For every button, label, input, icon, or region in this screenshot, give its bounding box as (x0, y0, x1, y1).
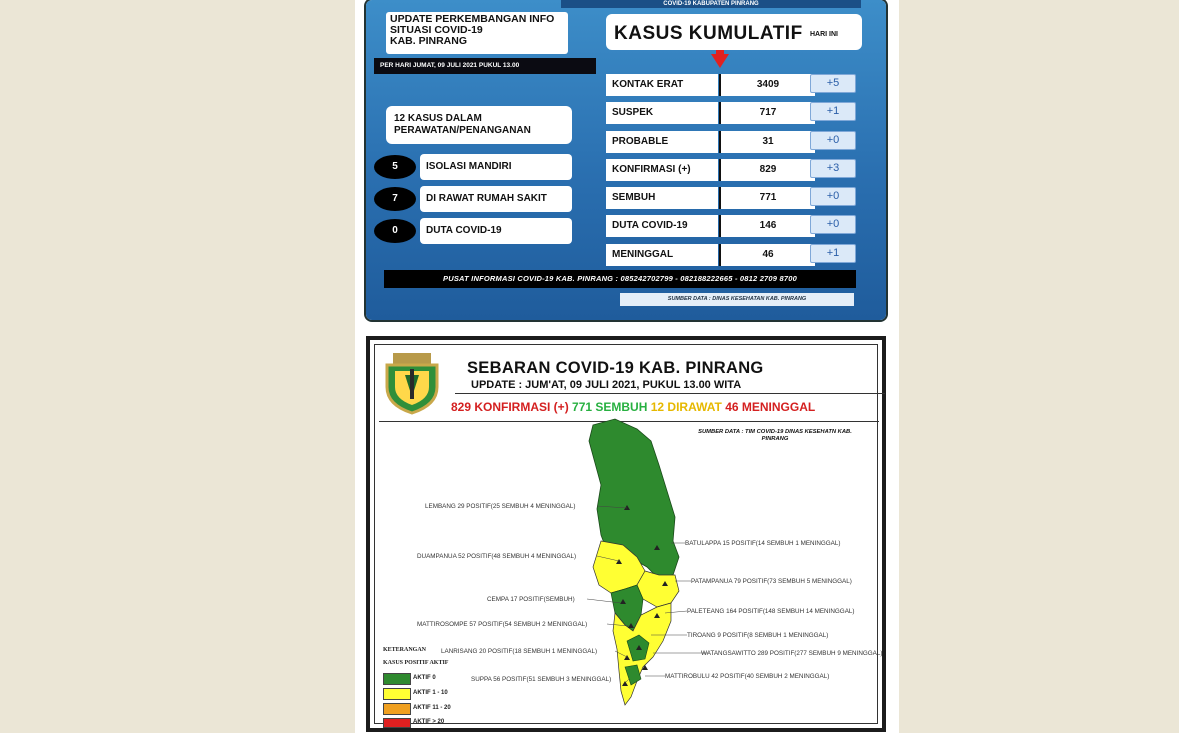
stat-row (606, 129, 866, 157)
care-count: 0 (374, 219, 416, 243)
label-lembang: LEMBANG 29 POSITIF(25 SEMBUH 4 MENINGGAL) (425, 503, 576, 510)
label-tiroang: TIROANG 9 POSITIF(8 SEMBUH 1 MENINGGAL) (687, 632, 829, 639)
care-label: DUTA COVID-19 (420, 218, 572, 244)
stat-row (606, 157, 866, 185)
stat-row (606, 185, 866, 213)
legend-subtitle: KASUS POSITIF AKTIF (383, 660, 449, 666)
stat-label: SEMBUH (606, 187, 718, 209)
stat-delta: +0 (810, 215, 856, 234)
dirawat-count: 12 DIRAWAT (650, 400, 722, 414)
sebaran-map-panel (366, 336, 886, 732)
map-frame (374, 344, 883, 725)
stat-delta: +1 (810, 244, 856, 263)
legend-swatch-11-20 (383, 703, 411, 715)
map-title: SEBARAN COVID-19 KAB. PINRANG (467, 359, 764, 377)
label-cempa: CEMPA 17 POSITIF(SEMBUH) (487, 596, 575, 603)
legend-label: AKTIF > 20 (413, 719, 445, 725)
stat-row (606, 213, 866, 241)
label-lanrisang: LANRISANG 20 POSITIF(18 SEMBUH 1 MENINGGAL) (441, 648, 598, 655)
konfirmasi-count: 829 KONFIRMASI (+) (451, 400, 569, 414)
legend-swatch-over-20 (383, 718, 411, 728)
label-mattirobulu: MATTIROBULU 42 POSITIF(40 SEMBUH 2 MENINGGAL) (665, 673, 830, 680)
stat-label: KONTAK ERAT (606, 74, 718, 96)
stat-value: 46 (721, 244, 815, 266)
map-update: UPDATE : JUM'AT, 09 JULI 2021, PUKUL 13.00 WITA (471, 379, 742, 391)
header-line: KAB. PINRANG (390, 35, 468, 47)
date-line: PER HARI JUMAT, 09 JULI 2021 PUKUL 13.00 (374, 58, 596, 74)
update-header (386, 12, 568, 54)
legend-label: AKTIF 1 - 10 (413, 690, 448, 696)
care-item (374, 154, 572, 180)
kasus-title: KASUS KUMULATIF (614, 23, 803, 44)
stat-row (606, 242, 866, 270)
care-count: 7 (374, 187, 416, 211)
care-label: ISOLASI MANDIRI (420, 154, 572, 180)
legend-swatch-0 (383, 673, 411, 685)
stat-delta: +3 (810, 159, 856, 178)
sembuh-count: 771 SEMBUH (572, 400, 648, 414)
legend-label: AKTIF 11 - 20 (413, 705, 451, 711)
stats-table (606, 72, 866, 270)
label-suppa: SUPPA 56 POSITIF(51 SEMBUH 3 MENINGGAL) (471, 676, 612, 683)
label-batulappa: BATULAPPA 15 POSITIF(14 SEMBUH 1 MENINGGAL) (685, 540, 841, 547)
legend-title: KETERANGAN (383, 647, 427, 653)
stat-label: DUTA COVID-19 (606, 215, 718, 237)
stat-delta: +5 (810, 74, 856, 93)
header-line: UPDATE PERKEMBANGAN INFO (390, 13, 555, 25)
label-paleteang: PALETEANG 164 POSITIF(148 SEMBUH 14 MENINGGAL) (687, 608, 855, 615)
hari-ini-label: HARI INI (810, 31, 838, 38)
stat-row (606, 100, 866, 128)
stat-value: 771 (721, 187, 815, 209)
top-banner: COVID-19 KABUPATEN PINRANG (561, 0, 861, 8)
source-note: SUMBER DATA : DINAS KESEHATAN KAB. PINRANG (620, 293, 854, 306)
label-mattirosompe: MATTIROSOMPE 57 POSITIF(54 SEMBUH 2 MENINGGAL) (417, 621, 588, 628)
label-duampanua: DUAMPANUA 52 POSITIF(48 SEMBUH 4 MENINGGAL) (417, 553, 577, 560)
stat-row (606, 72, 866, 100)
district-patampanua (637, 571, 679, 607)
label-patampanua: PATAMPANUA 79 POSITIF(73 SEMBUH 5 MENINGGAL) (691, 578, 852, 585)
stat-delta: +0 (810, 131, 856, 150)
care-label: DI RAWAT RUMAH SAKIT (420, 186, 572, 212)
stat-value: 717 (721, 102, 815, 124)
perawatan-box: 12 KASUS DALAM PERAWATAN/PENANGANAN (386, 106, 572, 144)
care-count: 5 (374, 155, 416, 179)
kasus-kumulatif-box (606, 14, 862, 50)
stat-label: SUSPEK (606, 102, 718, 124)
stat-value: 31 (721, 131, 815, 153)
legend-swatch-1-10 (383, 688, 411, 700)
map-source: SUMBER DATA : TIM COVID-19 DINAS KESEHATN KAB. PINRANG (698, 429, 852, 442)
stat-label: PROBABLE (606, 131, 718, 153)
care-item (374, 218, 572, 244)
stat-value: 3409 (721, 74, 815, 96)
meninggal-count: 46 MENINGGAL (725, 400, 816, 414)
stat-label: KONFIRMASI (+) (606, 159, 718, 181)
kasus-kumulatif-infographic (366, 0, 886, 320)
stat-delta: +1 (810, 102, 856, 121)
down-arrow-icon (711, 54, 729, 68)
stat-delta: +0 (810, 187, 856, 206)
legend-label: AKTIF 0 (413, 675, 436, 681)
care-item (374, 186, 572, 212)
contact-footer: PUSAT INFORMASI COVID-19 KAB. PINRANG : 085242702799 - 082188222665 - 0812 2709 8700 (384, 270, 856, 288)
label-watangsawitto: WATANGSAWITTO 289 POSITIF(277 SEMBUH 9 MENINGGAL) (701, 650, 883, 657)
stat-value: 829 (721, 159, 815, 181)
header-line: SITUASI COVID-19 (390, 24, 483, 36)
stat-value: 146 (721, 215, 815, 237)
stat-label: MENINGGAL (606, 244, 718, 266)
